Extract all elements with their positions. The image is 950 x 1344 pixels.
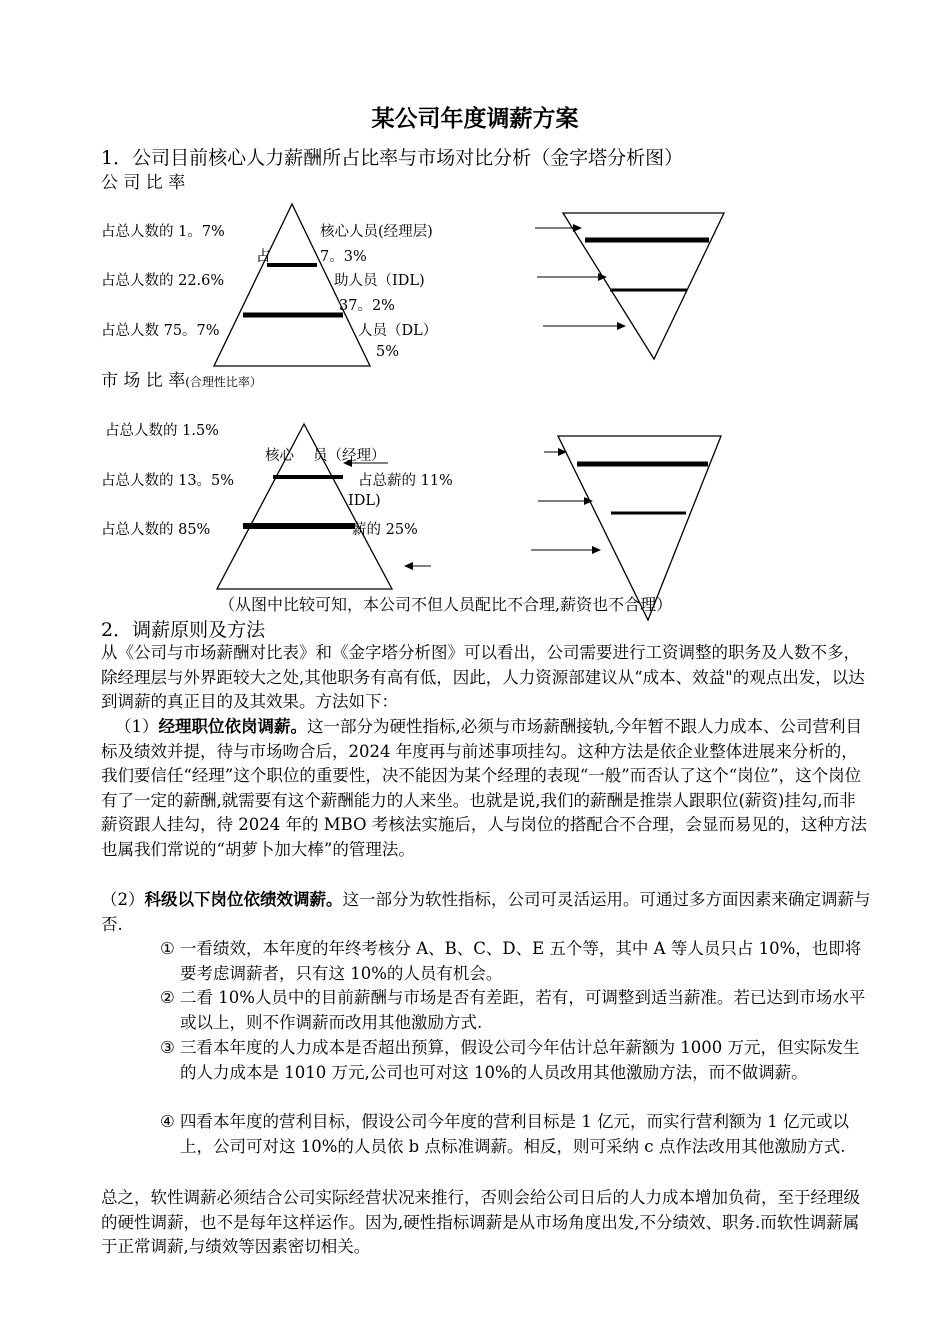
method-2-paragraph xyxy=(101,888,871,937)
method-2-number: （2） xyxy=(101,890,145,909)
section2-heading: 2．调薪原则及方法 xyxy=(101,619,266,641)
method-1-number: （1） xyxy=(115,717,159,736)
company-label-idl-role: 助人员（IDL) xyxy=(334,273,425,289)
diagram-caption: （从图中比较可知，本公司不但人员配比不合理,薪资也不合理） xyxy=(219,595,673,614)
intro-paragraph: 从《公司与市场薪酬对比表》和《金字塔分析图》可以看出，公司需要进行工资调整的职务及人数不多，除经理层与外界距较大之处,其他职务有高有低，因此，人力资源部建议从“成本、效益"的观点出发，以达到调薪的真正目的及其效果。方法如下： xyxy=(101,643,865,711)
list-item-number: ① xyxy=(160,939,175,958)
company-label-core-role: 核心人员(经理层) xyxy=(320,224,433,240)
method-1-text: 这一部分为硬性指标,必须与市场薪酬接轨,今年暂不跟人力成本、公司营利目标及绩效并提，待与市场吻合后，2024 年度再与前述事项挂勾。这种方法是依企业整体进展来分析的，我们要信任“经理”这个职位的重要性，决不能因为某个经理的表现“一般”而否认了这个“岗位”，这个岗位有了一定的薪酬,就需要有这个薪酬能力的人来坐。也就是说,我们的薪酬是推崇人跟职位(薪资)挂勾,而非薪资跟人挂勾，待 2024 年的 MBO 考核法实施后，人与岗位的搭配合不合理，会显而易见的，这种方法也属我们常说的“胡萝卜加大棒”的管理法。 xyxy=(101,717,867,859)
method-2-text: 这一部分为软性指标，公司可灵活运用。可通过多方面因素来确定调薪与否. xyxy=(101,890,871,934)
market-label-idl-headcount: 占总人数的 13。5% xyxy=(101,473,235,489)
market-ratio-subtitle: (合理性比率） xyxy=(185,375,262,389)
company-label-dl-headcount: 占总人数 75。7% xyxy=(101,323,220,339)
section1-heading: 1．公司目前核心人力薪酬所占比率与市场对比分析（金字塔分析图） xyxy=(101,147,684,169)
list-item-text: 四看本年度的营利目标，假设公司今年度的营利目标是 1 亿元，而实行营利额为 1 亿元或以上，公司可对这 10%的人员依 b 点标准调薪。相反，则可采纳 c 点作法改用其他激励方式. xyxy=(180,1112,849,1156)
method-1-heading: 经理职位依岗调薪。 xyxy=(158,717,307,736)
list-item xyxy=(160,1110,872,1184)
company-label-core-share-prefix: 占 xyxy=(256,249,271,265)
company-inverted-triangle xyxy=(563,213,724,359)
market-label-core-role-a: 核心 xyxy=(265,448,294,464)
company-label-dl-role: 人员（DL） xyxy=(358,323,438,339)
method-1-paragraph xyxy=(101,715,871,862)
market-label-core-headcount: 占总人数的 1.5% xyxy=(105,423,219,439)
list-item-number: ② xyxy=(160,988,175,1007)
company-label-idl-headcount: 占总人数的 22.6% xyxy=(101,273,225,289)
list-item-text: 三看本年度的人力成本是否超出预算，假设公司今年估计总年薪额为 1000 万元，但实际发生的人力成本是 1010 万元,公司也可对这 10%的人员改用其他激励方法，而不做调薪。 xyxy=(180,1038,860,1082)
conclusion-paragraph: 总之，软性调薪必须结合公司实际经营状况来推行，否则会给公司日后的人力成本增加负荷，至于经理级的硬性调薪，也不是每年这样运作。因为,硬性指标调薪是从市场角度出发,不分绩效、职务.而软性调薪属于正常调薪,与绩效等因素密切相关。 xyxy=(101,1188,860,1256)
page-title: 某公司年度调薪方案 xyxy=(371,106,579,132)
list-item-text: 二看 10%人员中的目前薪酬与市场是否有差距，若有，可调整到适当薪准。若已达到市场水平或以上，则不作调薪而改用其他激励方式. xyxy=(180,988,866,1032)
company-label-idl-share: 37。2% xyxy=(339,298,395,314)
list-item-number: ③ xyxy=(160,1038,175,1057)
company-ratio-label: 公 司 比 率 xyxy=(101,173,186,193)
list-item-number: ④ xyxy=(160,1112,175,1131)
company-label-core-headcount: 占总人数的 1。7% xyxy=(101,224,225,240)
market-ratio-label xyxy=(101,366,262,391)
list-item xyxy=(160,937,872,986)
market-label-idl-share: 薪的 25% xyxy=(352,522,418,538)
market-label-core-role-b: 员（经理） xyxy=(313,448,386,464)
market-label-dl-headcount: 占总人数的 85% xyxy=(101,522,211,538)
company-label-dl-share: 5% xyxy=(376,344,400,360)
list-item xyxy=(160,986,872,1035)
method-2-heading: 科级以下岗位依绩效调薪。 xyxy=(144,890,343,909)
market-ratio-title: 市 场 比 率 xyxy=(101,371,186,391)
list-item-text: 一看绩效，本年度的年终考核分 A、B、C、D、E 五个等，其中 A 等人员只占 10%，也即将要考虑调薪者，只有这 10%的人员有机会。 xyxy=(180,939,862,983)
market-label-idl-role: IDL) xyxy=(348,493,381,509)
list-item xyxy=(160,1036,872,1110)
company-label-core-share: 7。3% xyxy=(320,249,367,265)
market-label-core-share: 占总薪的 11% xyxy=(358,473,453,489)
